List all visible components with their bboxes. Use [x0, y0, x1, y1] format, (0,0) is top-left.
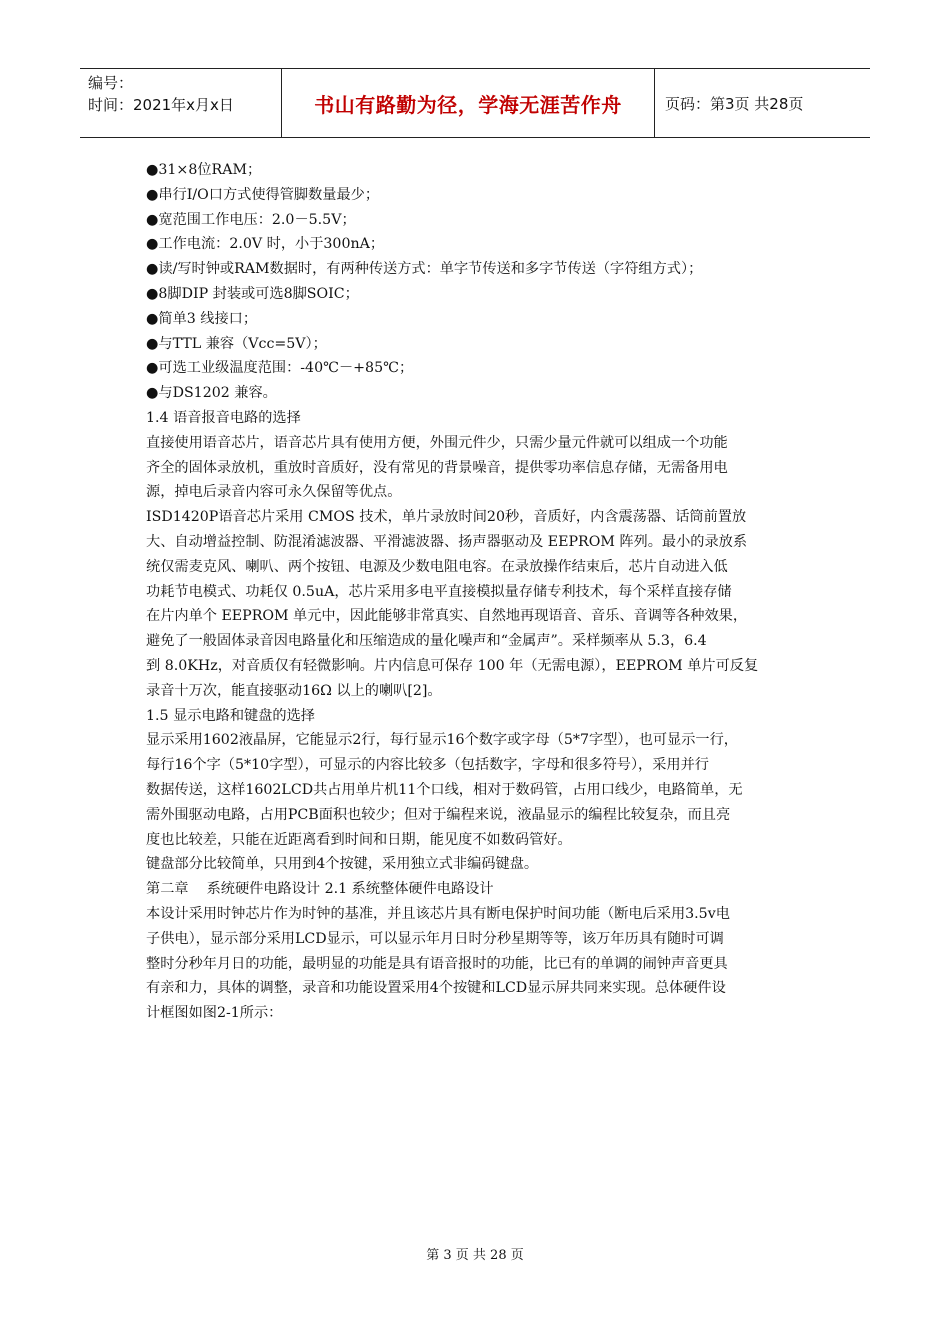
text-line: ●串行I/O口方式使得管脚数量最少；	[146, 186, 380, 203]
header-page-info: 页码：第3页 共28页	[665, 94, 804, 113]
text-line: ●工作电流：2.0V 时，小于300nA；	[146, 236, 385, 253]
section-heading: 1.4 语音报音电路的选择	[146, 409, 301, 426]
section-heading: 1.5 显示电路和键盘的选择	[146, 707, 315, 724]
text-line: 需外围驱动电路，占用PCB面积也较少；但对于编程来说，液晶显示的编程比较复杂，而且亮	[146, 806, 731, 823]
text-line: 键盘部分比较简单，只用到4个按键，采用独立式非编码键盘。	[146, 856, 539, 873]
text-line: 每行16个字（5*10字型），可显示的内容比较多（包括数字，字母和很多符号），采用并行	[146, 757, 709, 774]
text-line: 功耗节电模式、功耗仅 0.5uA，芯片采用多电平直接模拟量存储专利技术，每个采样直接存储	[146, 583, 732, 600]
text-line: ●读/写时钟或RAM数据时，有两种传送方式：单字节传送和多字节传送（字符组方式）；	[146, 261, 703, 278]
text-line: 源，掉电后录音内容可永久保留等优点。	[146, 484, 402, 501]
text-line: 数据传送，这样1602LCD共占用单片机11个口线，相对于数码管，占用口线少，电路简单，无	[146, 781, 743, 798]
chapter-heading: 第二章 系统硬件电路设计 2.1 系统整体硬件电路设计	[146, 881, 494, 898]
document-body	[146, 158, 812, 1026]
text-line: ●简单3 线接口；	[146, 310, 258, 327]
document-date: 时间：2021年x月x日	[88, 96, 234, 114]
text-line: ISD1420P语音芯片采用 CMOS 技术，单片录放时间20秒，音质好，内含震荡器、话筒前置放	[146, 509, 747, 526]
text-line: ●与DS1202 兼容。	[146, 385, 277, 402]
text-line: 有亲和力，具体的调整，录音和功能设置采用4个按键和LCD显示屏共同来实现。总体硬件设	[146, 980, 726, 997]
text-line: 统仅需麦克风、喇叭、两个按钮、电源及少数电阻电容。在录放操作结束后，芯片自动进入低	[146, 558, 728, 575]
text-line: ●31×8位RAM；	[146, 162, 262, 178]
header-meta	[80, 69, 282, 137]
text-line: 整时分秒年月日的功能，最明显的功能是具有语音报时的功能，比已有的单调的闹钟声音更具	[146, 955, 728, 972]
page-footer: 第 3 页 共 28 页	[426, 1248, 524, 1263]
document-number-label: 编号：	[88, 74, 134, 92]
text-line: ●宽范围工作电压：2.0－5.5V；	[146, 211, 356, 228]
text-line: ●8脚DIP 封装或可选8脚SOIC；	[146, 285, 359, 302]
text-line: 在片内单个 EEPROM 单元中，因此能够非常真实、自然地再现语音、音乐、音调等各种效果，	[146, 608, 748, 625]
text-line: 齐全的固体录放机，重放时音质好，没有常见的背景噪音，提供零功率信息存储，无需备用电	[146, 459, 728, 476]
text-line: 大、自动增益控制、防混淆滤波器、平滑滤波器、扬声器驱动及 EEPROM 阵列。最小的录放系	[146, 533, 748, 550]
text-line: ●可选工业级温度范围：-40℃－+85℃；	[146, 360, 414, 377]
text-line: ●与TTL 兼容（Vcc=5V）；	[146, 335, 327, 352]
text-line: 度也比较差，只能在近距离看到时间和日期，能见度不如数码管好。	[146, 831, 572, 848]
text-line: 直接使用语音芯片，语音芯片具有使用方便，外围元件少，只需少量元件就可以组成一个功能	[146, 434, 728, 451]
text-line: 避免了一般固体录音因电路量化和压缩造成的量化噪声和“金属声”。采样频率从 5.3，6.4	[146, 633, 707, 650]
text-line: 子供电），显示部分采用LCD显示，可以显示年月日时分秒星期等等，该万年历具有随时可调	[146, 930, 724, 947]
text-line: 计框图如图2-1所示：	[146, 1005, 283, 1022]
text-line: 到 8.0KHz，对音质仅有轻微影响。片内信息可保存 100 年（无需电源），EEPROM 单片可反复	[146, 657, 759, 674]
text-line: 显示采用1602液晶屏，它能显示2行，每行显示16个数字或字母（5*7字型），也可显示一行，	[146, 732, 738, 749]
text-line: 录音十万次，能直接驱动16Ω 以上的喇叭[2]。	[146, 682, 442, 699]
text-line: 本设计采用时钟芯片作为时钟的基准，并且该芯片具有断电保护时间功能（断电后采用3.5v电	[146, 905, 730, 922]
header-motto: 书山有路勤为径，学海无涯苦作舟	[282, 69, 655, 137]
page-header	[80, 68, 870, 138]
